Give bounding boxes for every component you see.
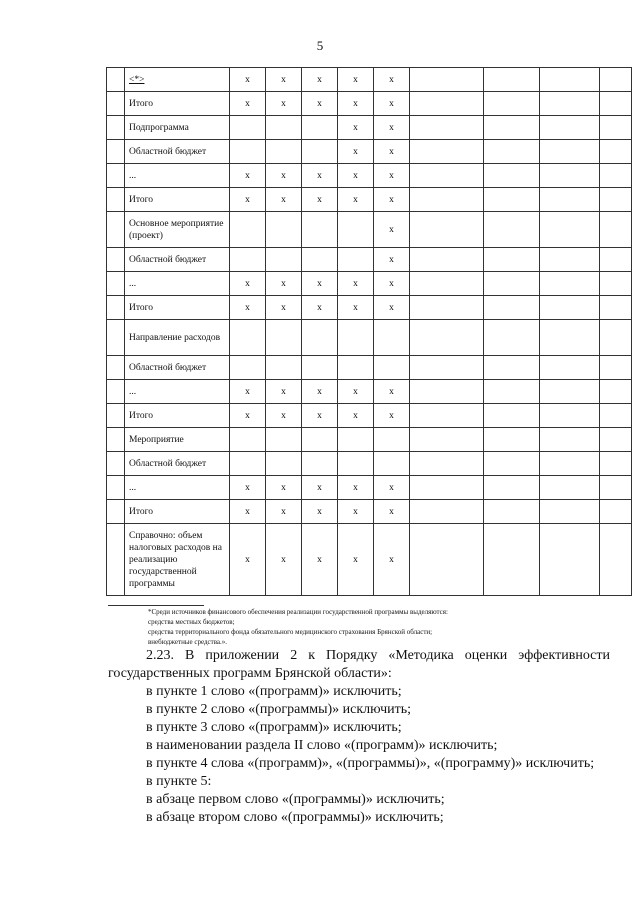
mark-cell: x [374, 296, 410, 320]
table-row [107, 248, 632, 272]
row-name [125, 68, 230, 92]
row-index-cell [107, 320, 125, 356]
row-name-text: Подпрограмма [129, 122, 189, 133]
mark-cell: x [230, 500, 266, 524]
row-name [125, 320, 230, 356]
mark-cell: x [230, 380, 266, 404]
row-index-cell [107, 476, 125, 500]
row-index-cell [107, 68, 125, 92]
paragraph: в абзаце втором слово «(программы)» исключить; [146, 810, 444, 825]
table-row [107, 212, 632, 248]
footnote-line: внебюджетные средства.». [148, 638, 228, 646]
mark-cell: x [266, 92, 302, 116]
empty-cell [410, 428, 484, 452]
empty-cell [484, 92, 540, 116]
row-name-text: Итого [129, 302, 154, 313]
empty-cell [484, 320, 540, 356]
empty-cell [410, 404, 484, 428]
row-name-text: Справочно: объем налоговых расходов на реализацию государственной программы [129, 530, 222, 589]
empty-cell [600, 68, 632, 92]
paragraph: в пункте 1 слово «(программ)» исключить; [146, 684, 402, 699]
paragraph: в наименовании раздела II слово «(программ)» исключить; [146, 738, 498, 753]
footnote-line: *Среди источников финансового обеспечения реализации государственной программы выделяются: [148, 608, 448, 616]
empty-cell [484, 188, 540, 212]
row-index-cell [107, 524, 125, 596]
table-row [107, 320, 632, 356]
mark-cell: x [338, 92, 374, 116]
table-row [107, 380, 632, 404]
mark-cell: x [374, 248, 410, 272]
row-name-text: ... [129, 386, 137, 397]
row-name-text: Итого [129, 98, 154, 109]
mark-cell: x [374, 476, 410, 500]
empty-cell [410, 296, 484, 320]
empty-cell [410, 140, 484, 164]
empty-cell [540, 296, 600, 320]
row-name [125, 212, 230, 248]
mark-cell: x [374, 116, 410, 140]
row-name [125, 248, 230, 272]
empty-cell [484, 356, 540, 380]
mark-cell: x [302, 164, 338, 188]
mark-cell [230, 116, 266, 140]
empty-cell [600, 296, 632, 320]
paragraph: в абзаце первом слово «(программы)» исключить; [146, 792, 445, 807]
mark-cell: x [374, 272, 410, 296]
body-text [108, 647, 610, 827]
empty-cell [410, 68, 484, 92]
mark-cell: x [374, 212, 410, 248]
mark-cell [302, 452, 338, 476]
empty-cell [600, 524, 632, 596]
mark-cell: x [302, 500, 338, 524]
paragraph: в пункте 2 слово «(программы)» исключить; [146, 702, 412, 717]
row-name [125, 92, 230, 116]
empty-cell [540, 116, 600, 140]
empty-cell [540, 356, 600, 380]
mark-cell [302, 248, 338, 272]
mark-cell: x [302, 380, 338, 404]
empty-cell [410, 356, 484, 380]
mark-cell [230, 320, 266, 356]
footnote-line: средства территориального фонда обязательного медицинского страхования Брянской области; [148, 628, 433, 636]
empty-cell [410, 320, 484, 356]
table-row [107, 92, 632, 116]
mark-cell: x [230, 188, 266, 212]
mark-cell: x [230, 404, 266, 428]
mark-cell [266, 248, 302, 272]
mark-cell: x [338, 188, 374, 212]
row-name [125, 380, 230, 404]
mark-cell: x [338, 524, 374, 596]
row-index-cell [107, 404, 125, 428]
table-row [107, 188, 632, 212]
empty-cell [540, 68, 600, 92]
empty-cell [600, 188, 632, 212]
page-number: 5 [316, 38, 324, 53]
empty-cell [410, 500, 484, 524]
row-name-text: Итого [129, 410, 154, 421]
row-index-cell [107, 428, 125, 452]
table-row [107, 404, 632, 428]
table-row [107, 116, 632, 140]
mark-cell: x [266, 476, 302, 500]
mark-cell: x [302, 272, 338, 296]
mark-cell: x [230, 92, 266, 116]
mark-cell [302, 212, 338, 248]
table-row [107, 356, 632, 380]
mark-cell: x [302, 404, 338, 428]
empty-cell [410, 188, 484, 212]
empty-cell [484, 452, 540, 476]
mark-cell [374, 428, 410, 452]
mark-cell [338, 452, 374, 476]
empty-cell [410, 476, 484, 500]
mark-cell: x [302, 476, 338, 500]
row-name [125, 164, 230, 188]
mark-cell: x [338, 116, 374, 140]
mark-cell: x [374, 404, 410, 428]
row-name [125, 356, 230, 380]
mark-cell: x [374, 380, 410, 404]
mark-cell [230, 428, 266, 452]
empty-cell [600, 212, 632, 248]
row-index-cell [107, 140, 125, 164]
mark-cell: x [230, 164, 266, 188]
empty-cell [540, 188, 600, 212]
mark-cell [266, 140, 302, 164]
row-name [125, 296, 230, 320]
mark-cell [230, 140, 266, 164]
row-name-text: Основное мероприятие (проект) [129, 218, 224, 241]
mark-cell: x [374, 524, 410, 596]
table-row [107, 140, 632, 164]
empty-cell [410, 116, 484, 140]
empty-cell [484, 296, 540, 320]
row-index-cell [107, 188, 125, 212]
empty-cell [540, 140, 600, 164]
mark-cell: x [338, 404, 374, 428]
mark-cell: x [230, 524, 266, 596]
empty-cell [410, 452, 484, 476]
empty-cell [600, 116, 632, 140]
row-index-cell [107, 212, 125, 248]
empty-cell [600, 356, 632, 380]
mark-cell: x [374, 188, 410, 212]
mark-cell [302, 356, 338, 380]
row-name [125, 272, 230, 296]
empty-cell [540, 212, 600, 248]
empty-cell [600, 380, 632, 404]
empty-cell [484, 272, 540, 296]
row-name-text: Итого [129, 506, 154, 517]
mark-cell [374, 320, 410, 356]
row-name [125, 500, 230, 524]
row-index-cell [107, 92, 125, 116]
empty-cell [410, 272, 484, 296]
table-row [107, 164, 632, 188]
mark-cell [230, 452, 266, 476]
mark-cell: x [302, 296, 338, 320]
empty-cell [484, 380, 540, 404]
mark-cell [266, 320, 302, 356]
mark-cell: x [338, 140, 374, 164]
empty-cell [484, 524, 540, 596]
row-index-cell [107, 164, 125, 188]
paragraph: в пункте 3 слово «(программ)» исключить; [146, 720, 402, 735]
empty-cell [600, 92, 632, 116]
mark-cell [302, 428, 338, 452]
mark-cell: x [230, 68, 266, 92]
empty-cell [410, 524, 484, 596]
row-name [125, 140, 230, 164]
mark-cell: x [230, 296, 266, 320]
empty-cell [600, 500, 632, 524]
empty-cell [484, 404, 540, 428]
mark-cell: x [338, 296, 374, 320]
empty-cell [600, 404, 632, 428]
mark-cell [266, 212, 302, 248]
row-name-text: Областной бюджет [129, 362, 207, 373]
mark-cell: x [374, 500, 410, 524]
mark-cell: x [302, 524, 338, 596]
row-name-text: ... [129, 278, 137, 289]
mark-cell [338, 356, 374, 380]
row-name-text: Направление расходов [129, 332, 221, 343]
mark-cell: x [374, 140, 410, 164]
mark-cell: x [302, 92, 338, 116]
mark-cell [266, 116, 302, 140]
mark-cell [230, 212, 266, 248]
row-name-text: Областной бюджет [129, 146, 207, 157]
row-name [125, 452, 230, 476]
budget-table [106, 67, 632, 596]
empty-cell [600, 428, 632, 452]
empty-cell [484, 164, 540, 188]
table-row [107, 428, 632, 452]
empty-cell [410, 248, 484, 272]
empty-cell [484, 248, 540, 272]
empty-cell [600, 320, 632, 356]
empty-cell [484, 68, 540, 92]
mark-cell [302, 140, 338, 164]
empty-cell [540, 476, 600, 500]
empty-cell [540, 92, 600, 116]
empty-cell [540, 500, 600, 524]
empty-cell [600, 272, 632, 296]
empty-cell [484, 500, 540, 524]
row-index-cell [107, 500, 125, 524]
empty-cell [410, 380, 484, 404]
empty-cell [540, 404, 600, 428]
empty-cell [484, 476, 540, 500]
mark-cell: x [230, 476, 266, 500]
mark-cell: x [338, 380, 374, 404]
empty-cell [540, 524, 600, 596]
empty-cell [540, 320, 600, 356]
mark-cell [230, 356, 266, 380]
table-row [107, 68, 632, 92]
row-name-text: ... [129, 170, 137, 181]
row-index-cell [107, 452, 125, 476]
mark-cell [302, 116, 338, 140]
row-name [125, 524, 230, 596]
row-index-cell [107, 356, 125, 380]
mark-cell: x [266, 164, 302, 188]
mark-cell [338, 212, 374, 248]
empty-cell [540, 380, 600, 404]
mark-cell: x [266, 380, 302, 404]
mark-cell: x [302, 188, 338, 212]
empty-cell [484, 116, 540, 140]
mark-cell [266, 452, 302, 476]
row-name [125, 116, 230, 140]
mark-cell: x [338, 476, 374, 500]
row-index-cell [107, 248, 125, 272]
table-row [107, 296, 632, 320]
mark-cell [374, 356, 410, 380]
mark-cell: x [302, 68, 338, 92]
row-index-cell [107, 272, 125, 296]
mark-cell: x [338, 272, 374, 296]
empty-cell [484, 428, 540, 452]
empty-cell [410, 212, 484, 248]
empty-cell [484, 140, 540, 164]
mark-cell: x [266, 68, 302, 92]
table-row [107, 500, 632, 524]
empty-cell [540, 272, 600, 296]
mark-cell: x [266, 524, 302, 596]
row-name [125, 476, 230, 500]
mark-cell [302, 320, 338, 356]
mark-cell: x [338, 68, 374, 92]
mark-cell [338, 320, 374, 356]
mark-cell: x [338, 164, 374, 188]
empty-cell [600, 248, 632, 272]
empty-cell [540, 248, 600, 272]
empty-cell [410, 164, 484, 188]
mark-cell: x [266, 296, 302, 320]
mark-cell: x [266, 500, 302, 524]
empty-cell [600, 164, 632, 188]
row-name-text: Мероприятие [129, 434, 184, 445]
row-name-text: Областной бюджет [129, 458, 207, 469]
paragraph: в пункте 5: [146, 774, 212, 789]
mark-cell [266, 356, 302, 380]
mark-cell: x [338, 500, 374, 524]
row-name-text: Областной бюджет [129, 254, 207, 265]
empty-cell [600, 452, 632, 476]
mark-cell [266, 428, 302, 452]
empty-cell [540, 164, 600, 188]
row-index-cell [107, 296, 125, 320]
row-name [125, 428, 230, 452]
mark-cell: x [266, 188, 302, 212]
row-name-text: <*> [129, 74, 145, 85]
mark-cell: x [266, 404, 302, 428]
mark-cell [374, 452, 410, 476]
empty-cell [410, 92, 484, 116]
paragraph: в пункте 4 слова «(программ)», «(программы)», «(программу)» исключить; [146, 756, 595, 771]
mark-cell: x [230, 272, 266, 296]
mark-cell: x [374, 92, 410, 116]
footnote-line: средства местных бюджетов; [148, 618, 235, 626]
mark-cell [338, 248, 374, 272]
footnote-rule [108, 605, 204, 606]
row-index-cell [107, 380, 125, 404]
empty-cell [484, 212, 540, 248]
empty-cell [540, 452, 600, 476]
row-name [125, 188, 230, 212]
mark-cell [230, 248, 266, 272]
row-name-text: ... [129, 482, 137, 493]
table-row [107, 272, 632, 296]
row-index-cell [107, 116, 125, 140]
table-row [107, 452, 632, 476]
mark-cell: x [374, 68, 410, 92]
mark-cell [338, 428, 374, 452]
paragraph: 2.23. В приложении 2 к Порядку «Методика оценки эффективности государственных программ Брянской области»: [108, 648, 610, 681]
table-row [107, 524, 632, 596]
table-row [107, 476, 632, 500]
empty-cell [540, 428, 600, 452]
row-name-text: Итого [129, 194, 154, 205]
empty-cell [600, 140, 632, 164]
empty-cell [600, 476, 632, 500]
mark-cell: x [266, 272, 302, 296]
footnotes [148, 607, 608, 647]
row-name [125, 404, 230, 428]
mark-cell: x [374, 164, 410, 188]
